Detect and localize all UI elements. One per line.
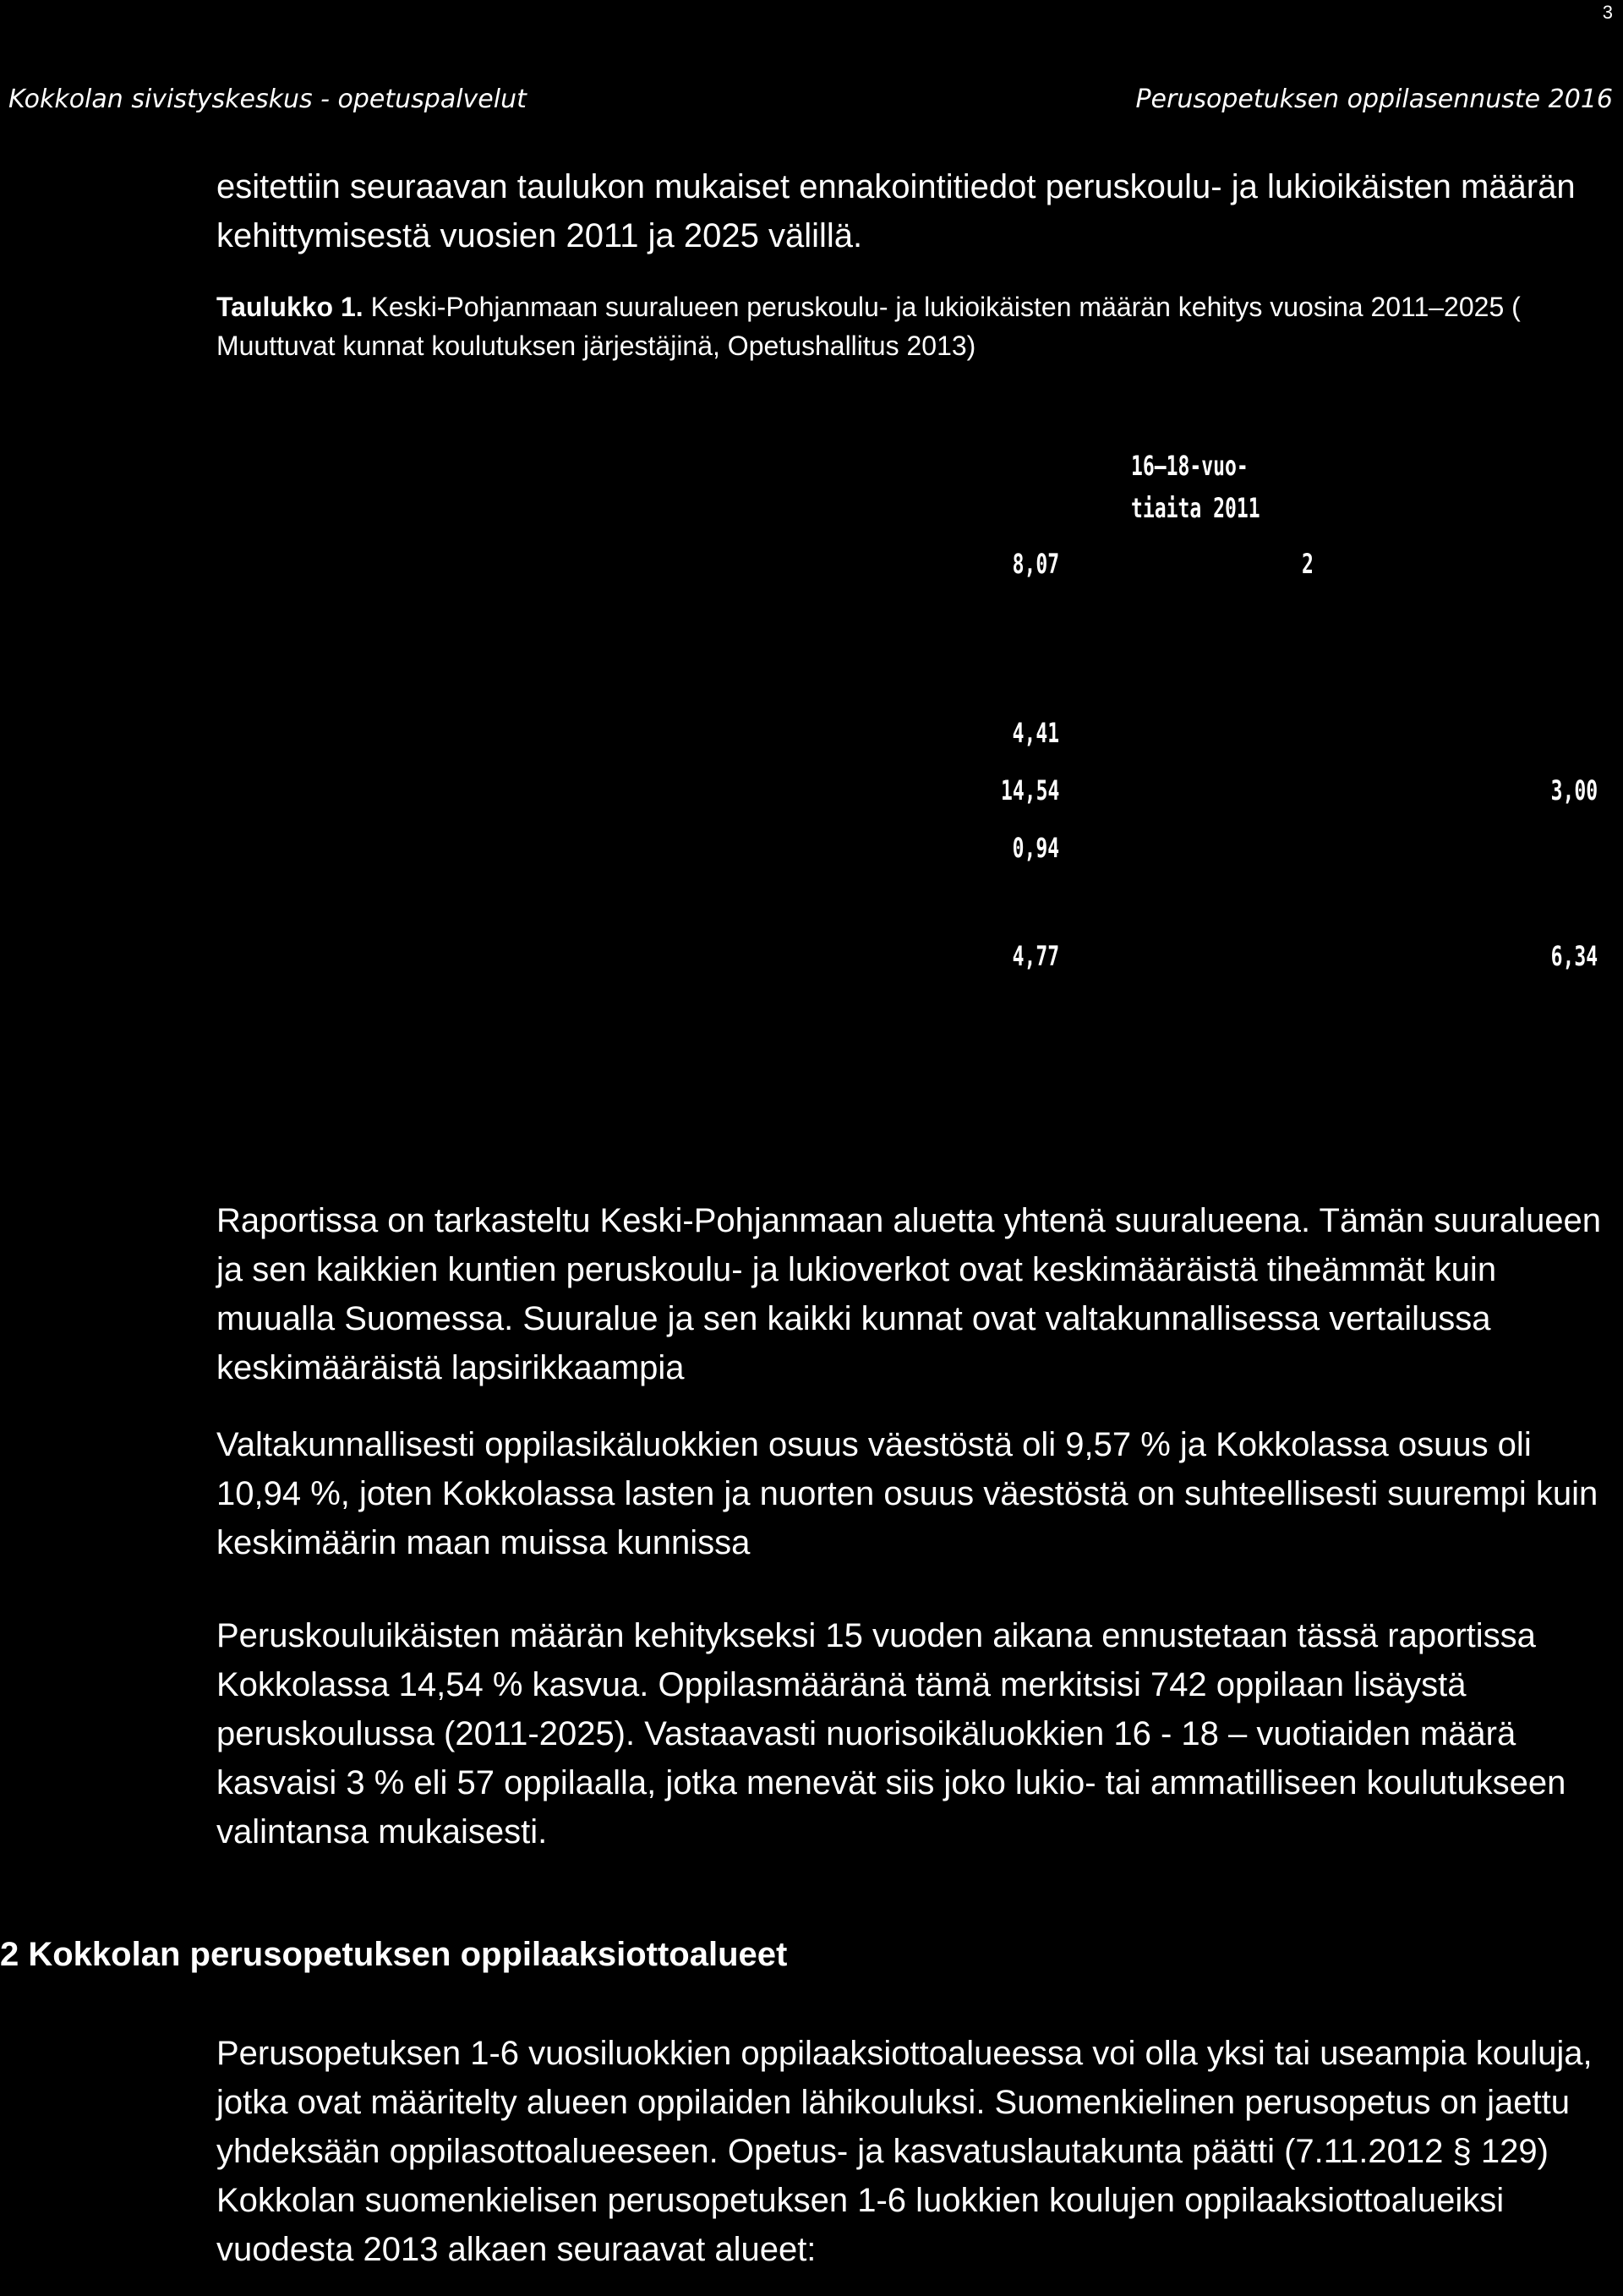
section-heading: 2 Kokkolan perusopetuksen oppilaaksiottoalueet	[0, 1936, 788, 1973]
caption-text: Keski-Pohjanmaan suuralueen peruskoulu- ja lukioikäisten määrän kehitys vuosina 2011–2025 ( Muuttuvat kunnat koulutuksen järjestäjinä, Opetushallitus 2013)	[216, 292, 1521, 361]
paragraph-valtakunnallisesti: Valtakunnallisesti oppilasikäluokkien osuus väestöstä oli 9,57 % ja Kokkolassa osuus oli 10,94 %, joten Kokkolassa lasten ja nuorten osuus väestöstä on suhteellisesti suurempi kuin keskimäärin maan muissa kunnissa	[216, 1426, 1598, 1561]
paragraph-ennuste: Peruskouluikäisten määrän kehitykseksi 15 vuoden aikana ennustetaan tässä raportissa Kokkolassa 14,54 % kasvua. Oppilasmääränä tämä merkitsisi 742 oppilaan lisäystä peruskoulussa (2011-2025). Vastaavasti nuorisoikäluokkien 16 - 18 – vuotiaiden määrä kasvaisi 3 % eli 57 oppilaalla, jotka menevät siis joko lukio- tai ammatilliseen koulutukseen valintansa mukaisesti.	[216, 1617, 1566, 1850]
table-cell: 4,77	[1012, 940, 1059, 972]
table-caption	[216, 287, 1603, 365]
table-header-line2: tiaita 2011	[1131, 492, 1260, 524]
header-left: Kokkolan sivistyskeskus - opetuspalvelut	[8, 85, 527, 114]
page-number: 3	[1602, 2, 1613, 23]
table-cell: 14,54	[1000, 774, 1059, 806]
caption-label: Taulukko 1.	[216, 292, 363, 322]
table-cell: 8,07	[1012, 548, 1059, 580]
table-cell: 0,94	[1012, 832, 1059, 864]
intro-paragraph: esitettiin seuraavan taulukon mukaiset ennakointitiedot peruskoulu- ja lukioikäisten määrän kehittymisestä vuosien 2011 ja 2025 välillä.	[216, 168, 1576, 254]
paragraph-oppilaaksiotto: Perusopetuksen 1-6 vuosiluokkien oppilaaksiottoalueessa voi olla yksi tai useampia kouluja, jotka ovat määritelty alueen oppilaiden lähikouluksi. Suomenkielinen perusopetus on jaettu yhdeksään oppilasottoalueeseen. Opetus- ja kasvatuslautakunta päätti (7.11.2012 § 129) Kokkolan suomenkielisen perusopetuksen 1-6 luokkien koulujen oppilaaksiottoalueiksi vuodesta 2013 alkaen seuraavat alueet:	[216, 2035, 1593, 2268]
table-cell: 4,41	[1012, 717, 1059, 749]
header-right: Perusopetuksen oppilasennuste 2016	[1135, 85, 1613, 114]
table-cell: 2	[1302, 548, 1314, 580]
table-cell: 6,34	[1550, 940, 1598, 972]
table-header-line1: 16–18-vuo-	[1131, 450, 1249, 482]
paragraph-suuralue: Raportissa on tarkasteltu Keski-Pohjanmaan aluetta yhtenä suuralueena. Tämän suuralueen ja sen kaikkien kuntien peruskoulu- ja lukioverkot ovat keskimääräistä tiheämmät kuin muualla Suomessa. Suuralue ja sen kaikki kunnat ovat valtakunnallisessa vertailussa keskimääräistä lapsirikkaampia	[216, 1202, 1602, 1386]
table-cell: 3,00	[1550, 774, 1598, 806]
